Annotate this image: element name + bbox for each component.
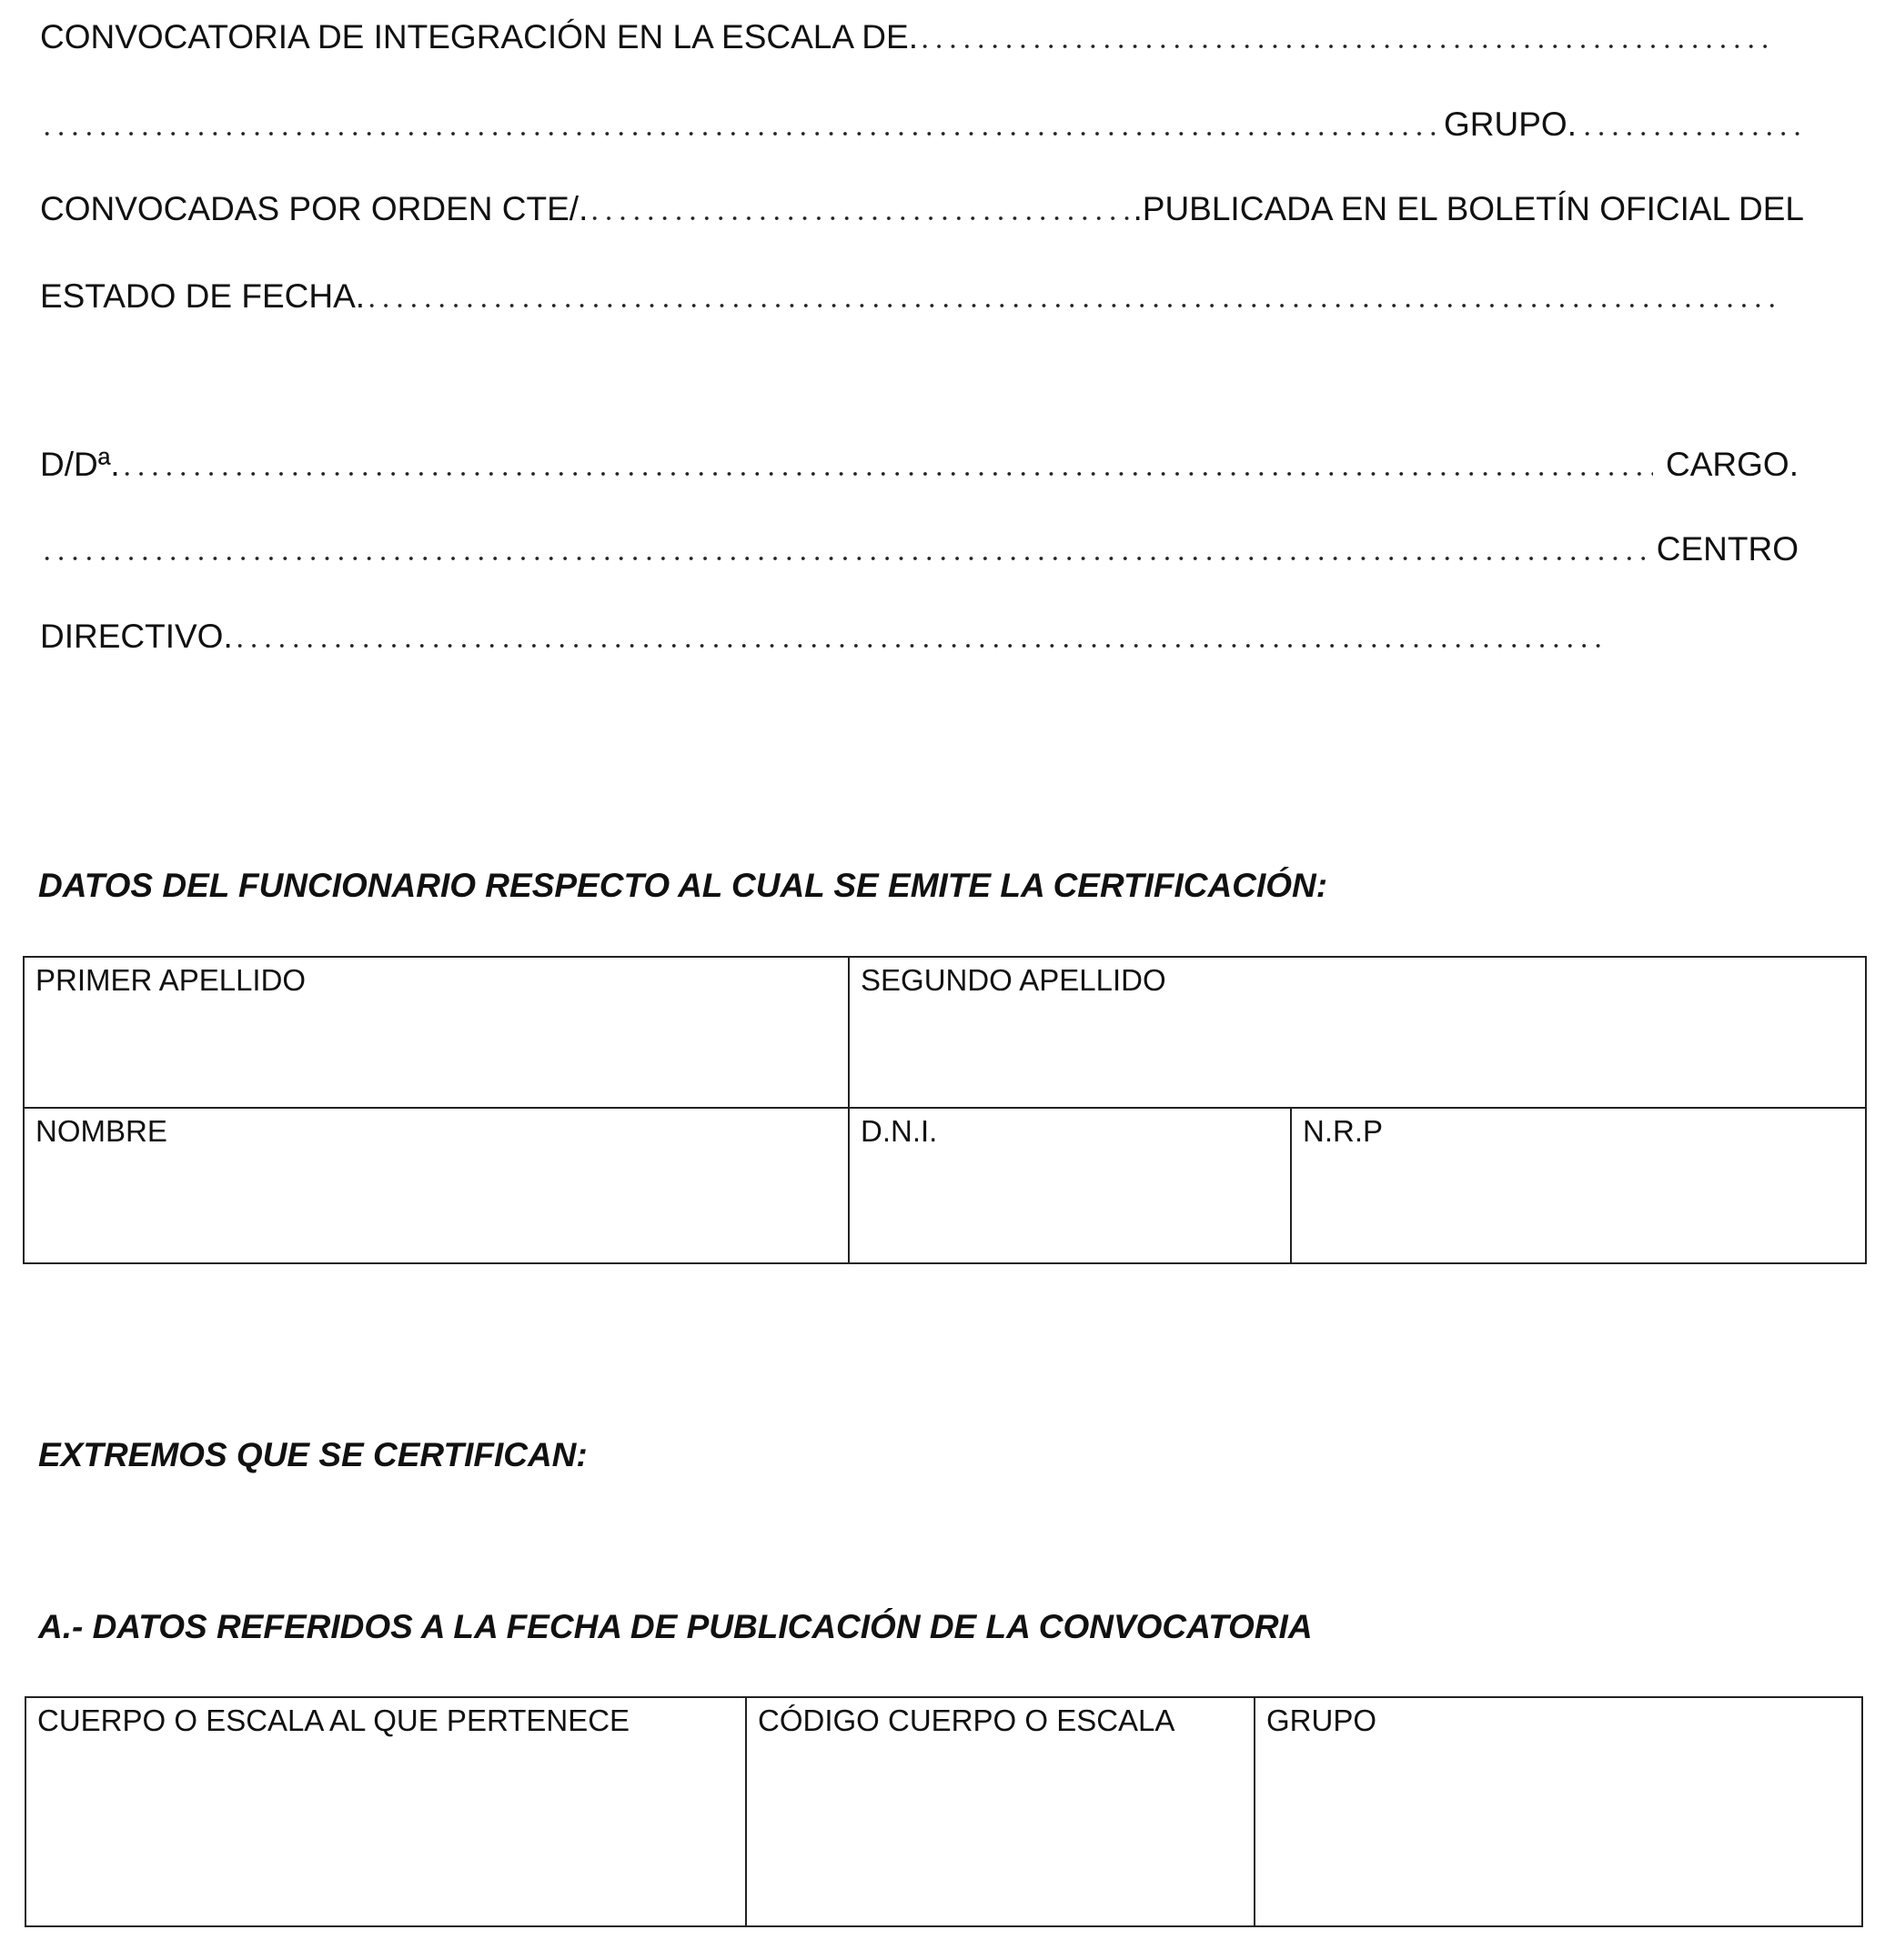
grupo-cell[interactable] (1255, 1697, 1862, 1926)
fecha-line (40, 275, 1776, 318)
dni-cell[interactable] (849, 1108, 1291, 1263)
cargo-field[interactable] (40, 556, 1651, 561)
cuerpo-table (25, 1696, 1863, 1927)
segundo-apellido-cell[interactable] (849, 957, 1866, 1108)
escala-field[interactable] (918, 44, 1776, 49)
escala-field-cont[interactable] (40, 131, 1440, 136)
grupo-line (40, 103, 1808, 146)
fecha-label: ESTADO DE FECHA. (40, 277, 366, 315)
cargo-line (40, 528, 1799, 571)
orden-line (40, 187, 1804, 231)
escala-label: CONVOCATORIA DE INTEGRACIÓN EN LA ESCALA DE. (40, 18, 918, 55)
primer-apellido-cell[interactable] (24, 957, 849, 1108)
nombre-cell[interactable] (24, 1108, 849, 1263)
directivo-line (40, 615, 1601, 658)
nrp-label: N.R.P (1303, 1114, 1384, 1148)
boe-label: .PUBLICADA EN EL BOLETÍN OFICIAL DEL (1133, 190, 1804, 227)
funcionario-table (23, 956, 1867, 1264)
dni-label: D.N.I. (861, 1114, 938, 1148)
cargo-label: CARGO. (1666, 446, 1799, 483)
grupo-field[interactable] (1580, 131, 1808, 136)
grupo-cell-label: GRUPO (1266, 1704, 1377, 1737)
centro-directivo-field[interactable] (233, 643, 1601, 648)
ddna-field[interactable] (120, 471, 1653, 477)
directivo-label: DIRECTIVO. (40, 618, 233, 655)
section-heading-funcionario: DATOS DEL FUNCIONARIO RESPECTO AL CUAL SE EMITE LA CERTIFICACIÓN: (38, 867, 1328, 904)
codigo-cuerpo-cell[interactable] (746, 1697, 1255, 1926)
orden-field[interactable] (588, 216, 1133, 221)
primer-apellido-label: PRIMER APELLIDO (35, 963, 307, 997)
nombre-line (40, 443, 1799, 487)
ddna-label: D/Dª. (40, 446, 120, 483)
cuerpo-escala-cell[interactable] (25, 1697, 746, 1926)
orden-label: CONVOCADAS POR ORDEN CTE/. (40, 190, 589, 227)
section-heading-extremos: EXTREMOS QUE SE CERTIFICAN: (38, 1436, 588, 1473)
nombre-label: NOMBRE (35, 1114, 167, 1148)
codigo-cuerpo-label: CÓDIGO CUERPO O ESCALA (758, 1704, 1175, 1737)
segundo-apellido-label: SEGUNDO APELLIDO (861, 963, 1166, 997)
fecha-field[interactable] (365, 303, 1776, 308)
grupo-label: GRUPO. (1444, 106, 1577, 143)
section-heading-datos-convocatoria: A.- DATOS REFERIDOS A LA FECHA DE PUBLICACIÓN DE LA CONVOCATORIA (38, 1608, 1313, 1645)
centro-label: CENTRO (1656, 530, 1799, 568)
cuerpo-escala-label: CUERPO O ESCALA AL QUE PERTENECE (37, 1704, 630, 1737)
escala-line (40, 15, 1776, 59)
nrp-cell[interactable] (1291, 1108, 1866, 1263)
